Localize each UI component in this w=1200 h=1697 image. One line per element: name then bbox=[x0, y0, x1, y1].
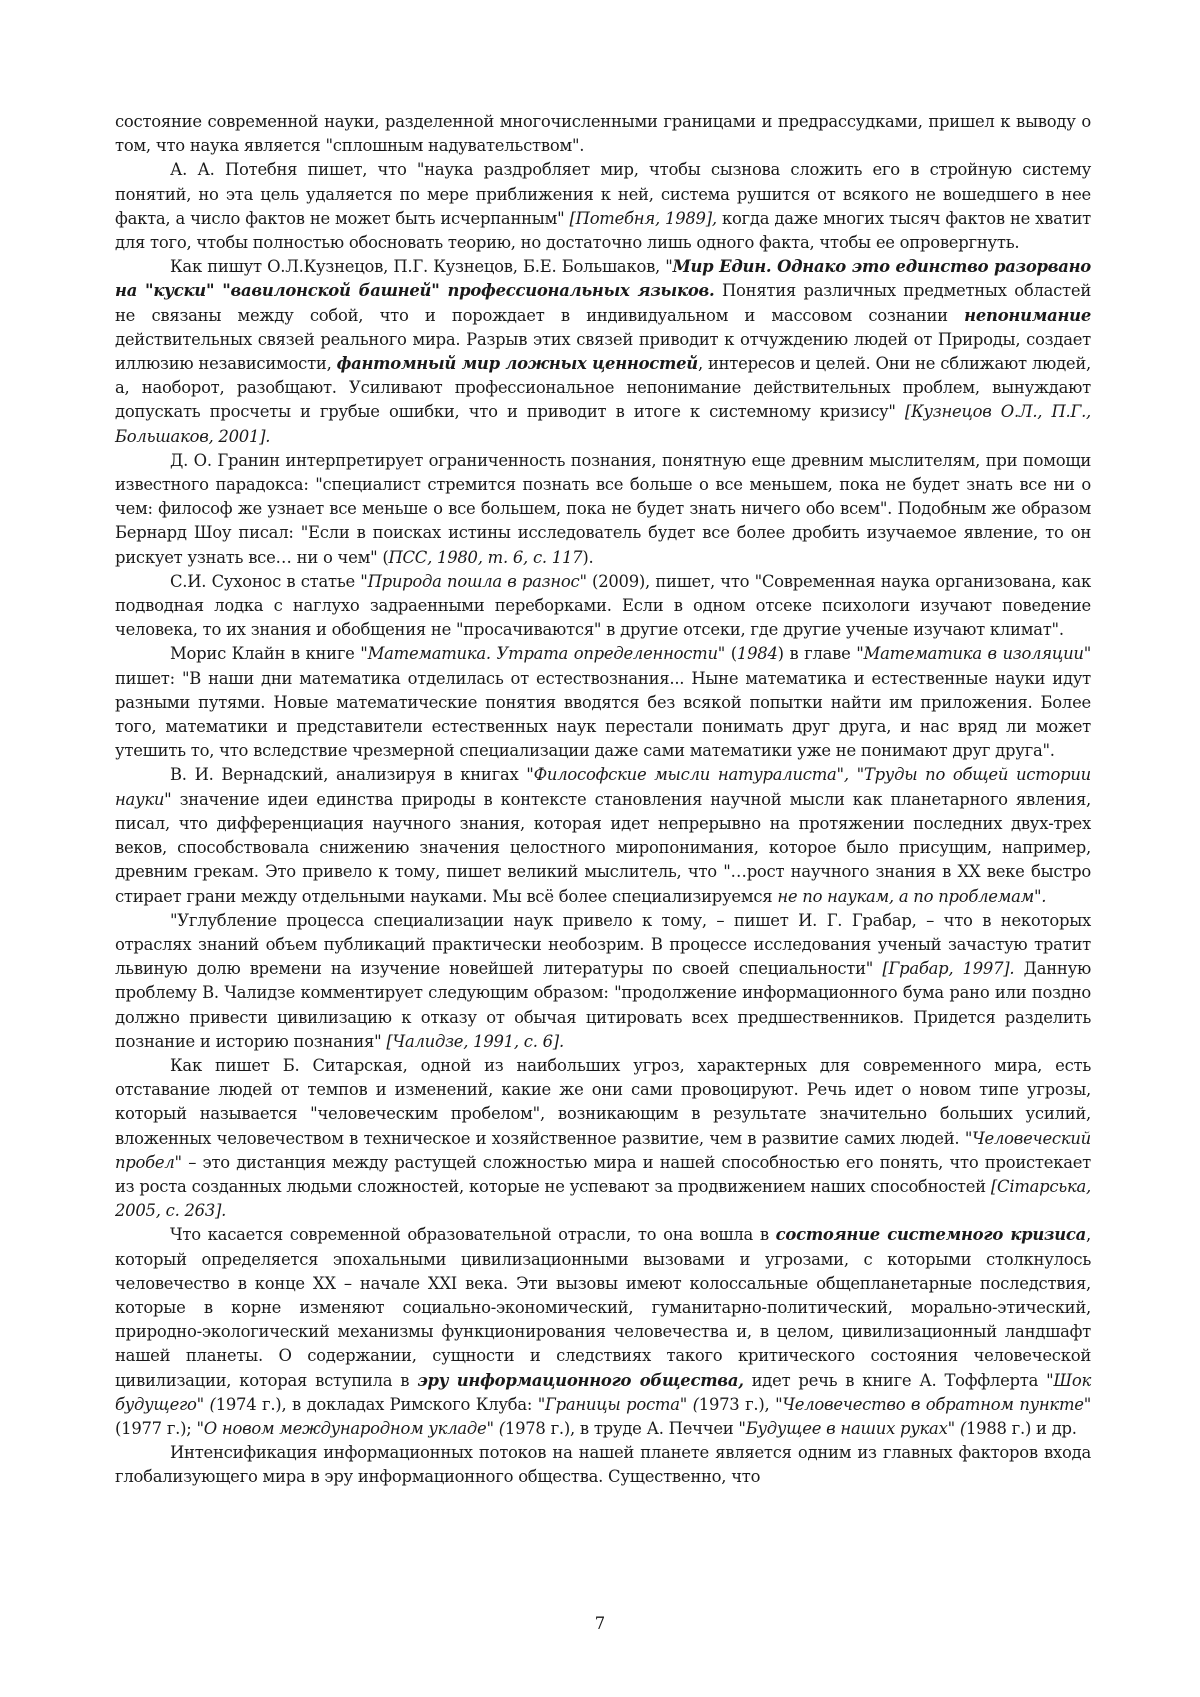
text-run: когда даже многих тысяч фактов не хватит для того, чтобы полностью обосновать теорию, но достаточно лишь одного факта, чтобы ее опровергнуть. bbox=[115, 208, 1091, 253]
bold-italic-text: эру информационного общества, bbox=[417, 1370, 744, 1390]
text-run: "Углубление процесса специализации наук привело к тому, – пишет И. Г. Грабар, – что в некоторых отраслях знаний объем публикаций практически необозрим. В процессе исследования ученый зачастую тратит львиную долю времени на изучение новейшей литературы по своей специальности" bbox=[115, 910, 1091, 979]
text-run: С.И. Сухонос в статье " bbox=[170, 571, 368, 591]
italic-text: [Чалидзе, 1991, с. 6]. bbox=[386, 1031, 564, 1051]
text-run: 1973 г.), " bbox=[698, 1394, 783, 1414]
italic-text: Границы роста" ( bbox=[545, 1394, 699, 1414]
text-run: В. И. Вернадский, анализируя в книгах " bbox=[170, 765, 534, 785]
text-run: Д. О. Гранин интерпретирует ограниченность познания, понятную еще древним мыслителям, при помощи известного парадокса: "специалист стремится познать все больше о все меньшем, пока не будет знать все ни о чем: философ же узнает все меньше о все большем, пока не будет знать ничего обо всем". Подобным же образом Бернард Шоу писал: "Если в поисках истины исследователь будет все более дробить изучаемое явление, то он рискует узнать все… ни о чем" ( bbox=[115, 450, 1091, 567]
italic-text: Природа пошла в разнос bbox=[367, 571, 580, 591]
bold-italic-text: Мир Един. Однако это единство разорвано на "куски" "вавилонской башней" профессиональных языков. bbox=[115, 257, 1091, 301]
italic-text: 1984 bbox=[736, 644, 778, 664]
italic-text: Шок будущего" ( bbox=[115, 1370, 1091, 1414]
italic-text: не по наукам, а по проблемам". bbox=[777, 886, 1047, 906]
text-run: , который определяется эпохальными цивилизационными вызовами и угрозами, с которыми столкнулось человечество в конце XX – начале XXI века. Эти вызовы имеют колоссальные общепланетарные последствия, которые в корне изменяют социально-экономический, гуманитарно-политический, морально-этический, природно-экологический механизмы функционирования человечества и, в целом, цивилизационный ландшафт нашей планеты. О содержании, сущности и следствиях такого критического состояния человеческой цивилизации, которая вступила в bbox=[115, 1225, 1092, 1390]
text-run: значение идеи единства природы в контексте становления научной мысли как планетарного явления, писал, что дифференциация научного знания, которая идет непрерывно на протяжении последних двух-трех веков, способствовала снижению значения целостного миропонимания, которое было присущим, например, древним грекам. Это привело к тому, пишет великий мыслитель, что "…рост научного знания в XX веке быстро стирает грани между отдельными науками. Мы всё более специализируемся bbox=[115, 789, 1091, 906]
text-run: 1988 г.) и др. bbox=[965, 1418, 1077, 1438]
text-run: , интересов и целей. Они не сближают людей, а, наоборот, разобщают. Усиливают профессиональное непонимание действительных проблем, вынуждают допускать просчеты и грубые ошибки, что и приводит в итоге к системному кризису" bbox=[115, 354, 1091, 422]
text-run: 1974 г.), в докладах Римского Клуба: " bbox=[215, 1394, 546, 1414]
paragraph bbox=[115, 110, 1091, 158]
italic-text: [Сітарська, 2005, с. 263]. bbox=[115, 1176, 1091, 1221]
paragraph bbox=[115, 1054, 1091, 1223]
italic-text: Будущее в наших руках" ( bbox=[745, 1418, 966, 1438]
text-run: ). bbox=[582, 547, 594, 567]
text-run: Как пишет Б. Ситарская, одной из наибольших угроз, характерных для современного мира, есть отставание людей от темпов и изменений, какие же они сами провоцируют. Речь идет о новом типе угрозы, который называется "человеческим пробелом", возникающим в результате значительно больших усилий, вложенных человечеством в техническое и хозяйственное развитие, чем в развитие самих людей. bbox=[115, 1055, 1091, 1148]
paragraph bbox=[115, 1223, 1091, 1441]
text-run: 1978 г.), в труде А. Печчеи " bbox=[504, 1418, 746, 1438]
text-run: – это дистанция между растущей сложностью мира и нашей способностью его понять, что проистекает из роста созданных людьми сложностей, которые не успевают за продвижением наших способностей bbox=[115, 1152, 1091, 1196]
bold-italic-text: фантомный мир ложных ценностей bbox=[336, 354, 698, 374]
paragraph bbox=[115, 642, 1091, 763]
document-body bbox=[115, 110, 1091, 1490]
italic-text: Философские мысли натуралиста", "Труды по общей истории науки" bbox=[115, 765, 1091, 809]
text-run: " пишет: "В наши дни математика отделилась от естествознания... Ныне математика и естественные науки идут разными путями. Новые математические понятия вводятся без всякой попытки найти им приложения. Более того, математики и представители естественных наук перестали понимать друг друга, и нас вряд ли может утешить то, что вследствие чрезмерной специализации даже сами математики уже не понимают друг друга". bbox=[115, 644, 1091, 761]
text-run: Интенсификация информационных потоков на нашей планете является одним из главных факторов входа глобализующего мира в эру информационного общества. Существенно, что bbox=[115, 1443, 1091, 1487]
paragraph bbox=[115, 255, 1091, 449]
text-run: Что касается современной образовательной отрасли, то она вошла в bbox=[170, 1225, 776, 1245]
text-run: Как пишут О.Л.Кузнецов, П.Г. Кузнецов, Б.Е. Большаков, " bbox=[170, 257, 673, 277]
text-run: действительных связей реального мира. Разрыв этих связей приводит к отчуждению людей от Природы, создает иллюзию независимости, bbox=[115, 329, 1091, 374]
italic-text: ПСС, 1980, т. 6, с. 117 bbox=[388, 547, 583, 567]
text-run: состояние современной науки, разделенной многочисленными границами и предрассудками, пришел к выводу о том, что наука является "сплошным надувательством". bbox=[115, 112, 1091, 156]
paragraph bbox=[115, 449, 1091, 570]
text-run: " ( bbox=[717, 644, 737, 664]
text-run: идет речь в книге А. Тоффлерта " bbox=[743, 1370, 1054, 1390]
text-run: Понятия различных предметных областей не связаны между собой, что и порождает в индивидуальном и массовом сознании bbox=[115, 281, 1091, 325]
text-run: " (1977 г.); " bbox=[115, 1394, 1092, 1438]
text-run: Морис Клайн в книге " bbox=[170, 644, 368, 664]
italic-text: Человечество в обратном пункте bbox=[782, 1394, 1084, 1414]
italic-text: [Потебня, 1989], bbox=[569, 208, 717, 228]
paragraph bbox=[115, 1441, 1091, 1489]
bold-italic-text: непонимание bbox=[964, 305, 1091, 325]
text-run: " (2009), пишет, что "Современная наука организована, как подводная лодка с наглухо задраенными переборками. Если в одном отсеке психологи изучают поведение человека, то их знания и обобщения не "просачиваются" в другие отсеки, где другие ученые изучают климат". bbox=[115, 571, 1092, 640]
paragraph bbox=[115, 763, 1091, 908]
italic-text: "Человеческий пробел" bbox=[115, 1128, 1091, 1172]
text-run: Данную проблему В. Чалидзе комментирует следующим образом: "продолжение информационного бума рано или поздно должно привести цивилизацию к отказу от обычая цитировать всех предшественников. Придется разделить познание и историю познания" bbox=[115, 959, 1091, 1051]
paragraph bbox=[115, 158, 1091, 255]
italic-text: [Грабар, 1997]. bbox=[882, 959, 1015, 979]
text-run: ) в главе " bbox=[777, 644, 864, 664]
page-number: 7 bbox=[594, 1614, 606, 1633]
paragraph bbox=[115, 570, 1091, 643]
paragraph bbox=[115, 909, 1091, 1054]
italic-text: О новом международном укладе" ( bbox=[203, 1418, 505, 1438]
italic-text: Математика в изоляции bbox=[863, 644, 1084, 664]
italic-text: [Кузнецов О.Л., П.Г., Большаков, 2001]. bbox=[115, 402, 1091, 446]
bold-italic-text: состояние системного кризиса bbox=[775, 1225, 1087, 1245]
italic-text: Математика. Утрата определенности bbox=[367, 644, 718, 664]
text-run: А. А. Потебня пишет, что "наука раздробляет мир, чтобы сызнова сложить его в стройную систему понятий, но эта цель удаляется по мере приближения к ней, система рушится от всякого не вошедшего в нее факта, а число фактов не может быть исчерпанным" bbox=[115, 160, 1091, 228]
